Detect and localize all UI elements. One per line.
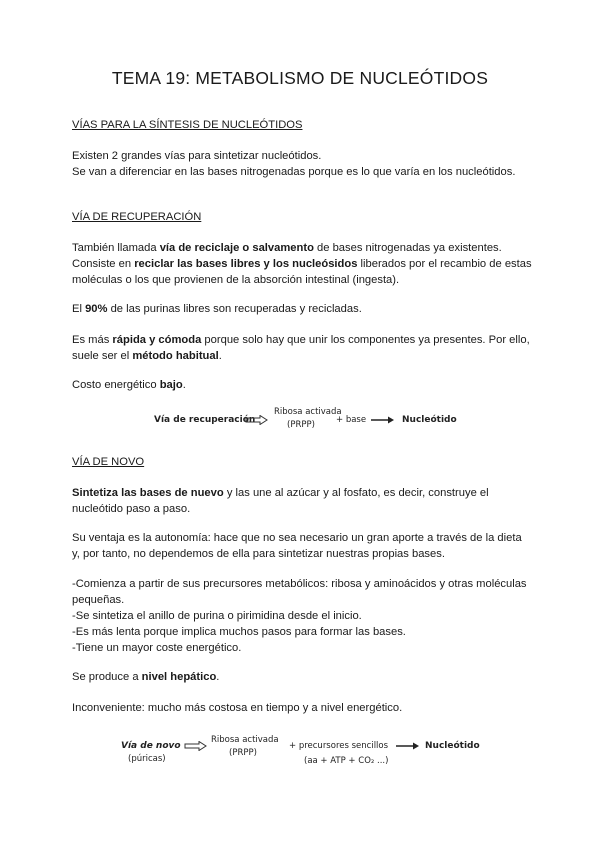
diagram-middle-line-2: (PRPP) — [287, 420, 315, 430]
text-run: . — [182, 379, 186, 391]
novo-paragraph-3 — [72, 669, 532, 685]
section-heading-vias: VÍAS PARA LA SÍNTESIS DE NUCLEÓTIDOS — [72, 119, 303, 131]
bold-run: vía de reciclaje o salvamento — [159, 242, 314, 254]
recuperacion-paragraph-4 — [72, 377, 532, 393]
novo-paragraph-4: Inconveniente: mucho más costosa en tiempo y a nivel energético. — [72, 702, 403, 714]
bold-run: nivel hepático — [141, 671, 217, 683]
bold-run: método habitual — [132, 350, 219, 362]
text-run: liberados por el recambio de estas moléculas o los que provienen de la absorción intestinal (ingesta). — [72, 258, 532, 286]
page-title: TEMA 19: METABOLISMO DE NUCLEÓTIDOS — [111, 68, 489, 88]
hollow-arrow-icon — [184, 741, 208, 751]
diagram-label: Vía de recuperación — [154, 415, 256, 425]
novo-paragraph-1 — [72, 485, 532, 517]
text-run: de bases nitrogenadas ya existentes. Consiste en — [72, 242, 502, 270]
vias-line-1: Existen 2 grandes vías para sintetizar nucleótidos. — [72, 150, 322, 162]
diagram-middle-line-2: (PRPP) — [229, 748, 257, 758]
text-run: Costo energético — [72, 379, 160, 391]
bold-run: 90% — [85, 303, 108, 315]
diagram-precursors-line-1: + precursores sencillos — [289, 741, 389, 751]
diagram-label-line-2: (púricas) — [128, 754, 166, 764]
diagram-plus-base: + base — [336, 415, 367, 425]
list-item: -Se sintetiza el anillo de purina o pirimidina desde el inicio. — [72, 610, 362, 622]
novo-paragraph-2: Su ventaja es la autonomía: hace que no sea necesario un gran aporte a través de la dieta y, por tanto, no dependemos de ella para sintetizar nuestras propias bases. — [72, 532, 522, 560]
bold-run: Sintetiza las bases de nuevo — [72, 487, 224, 499]
vias-paragraph — [72, 148, 532, 180]
text-run: . — [216, 671, 220, 683]
novo-list — [72, 576, 532, 656]
recuperacion-paragraph-3 — [72, 332, 532, 364]
recuperacion-paragraph-1 — [72, 240, 532, 288]
diagram-label-line-1: Vía de novo — [121, 741, 181, 751]
text-run: de las purinas libres son recuperadas y recicladas. — [107, 303, 362, 315]
list-item: -Es más lenta porque implica muchos pasos para formar las bases. — [72, 626, 406, 638]
text-run: . — [218, 350, 222, 362]
hollow-arrow-icon — [245, 415, 269, 425]
diagram-novo — [118, 730, 498, 774]
diagram-middle-line-1: Ribosa activada — [274, 407, 342, 417]
text-run: Se produce a — [72, 671, 142, 683]
recuperacion-paragraph-2 — [72, 301, 532, 317]
text-run: También llamada — [72, 242, 160, 254]
arrow-right-icon — [395, 741, 421, 751]
section-heading-recuperacion: VÍA DE RECUPERACIÓN — [72, 211, 202, 223]
text-run: porque solo hay que unir los componentes ya presentes. Por ello, suele ser el — [72, 334, 530, 362]
arrow-right-icon — [370, 415, 396, 425]
diagram-result: Nucleótido — [402, 415, 457, 425]
bold-run: bajo — [159, 379, 183, 391]
text-run: El — [72, 303, 86, 315]
text-run: y las une al azúcar y al fosfato, es decir, construye el nucleótido paso a paso. — [72, 487, 489, 515]
diagram-recuperacion — [150, 402, 470, 438]
diagram-result: Nucleótido — [425, 741, 480, 751]
list-item: -Tiene un mayor coste energético. — [72, 642, 242, 654]
list-item: -Comienza a partir de sus precursores metabólicos: ribosa y aminoácidos y otras moléculas pequeñas. — [72, 578, 527, 606]
section-heading-novo: VÍA DE NOVO — [72, 456, 145, 468]
diagram-middle-line-1: Ribosa activada — [211, 735, 279, 745]
text-run: Es más — [72, 334, 113, 346]
bold-run: reciclar las bases libres y los nucleósidos — [134, 258, 358, 270]
bold-run: rápida y cómoda — [112, 334, 202, 346]
diagram-precursors-line-2: (aa + ATP + CO₂ ...) — [304, 756, 389, 766]
vias-line-2: Se van a diferenciar en las bases nitrogenadas porque es lo que varía en los nucleótidos. — [72, 166, 516, 178]
